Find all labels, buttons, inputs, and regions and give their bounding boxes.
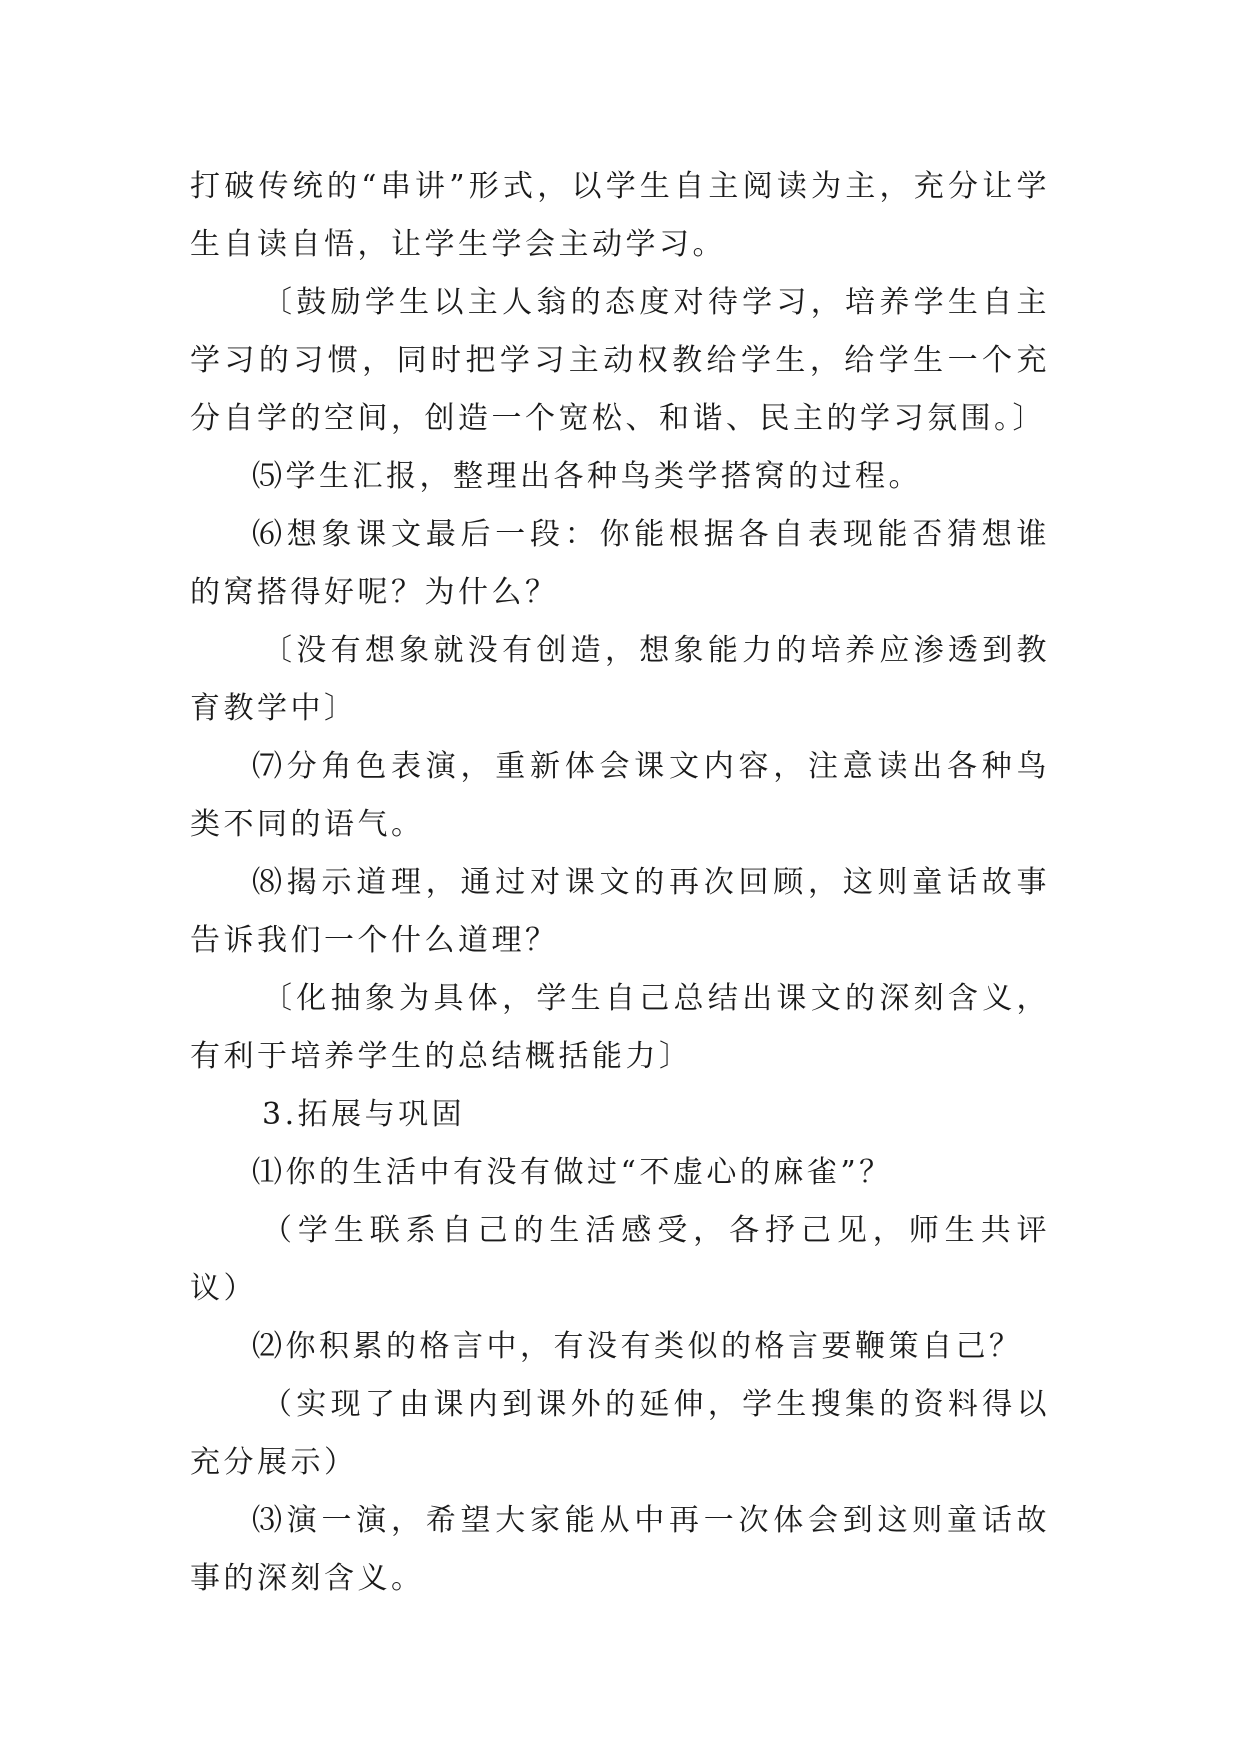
section-heading-extension: 3.拓展与巩固 (262, 1097, 466, 1132)
paragraph-note-encourage: 〔鼓励学生以主人翁的态度对待学习，培养学生自主学习的习惯，同时把学习主动权教给学生，给学生一个充分自学的空间，创造一个宽松、和谐、民主的学习氛围。〕 (190, 285, 1050, 436)
paragraph-step-7: ⑺分角色表演，重新体会课文内容，注意读出各种鸟类不同的语气。 (190, 749, 1050, 842)
body-text (190, 158, 1050, 1608)
paragraph-step-5: ⑸学生汇报，整理出各种鸟类学搭窝的过程。 (252, 459, 922, 494)
paragraph-note-life: （学生联系自己的生活感受，各抒己见，师生共评议） (190, 1213, 1050, 1306)
paragraph-step-6: ⑹想象课文最后一段：你能根据各自表现能否猜想谁的窝搭得好呢？为什么？ (190, 517, 1050, 610)
paragraph-question-1: ⑴你的生活中有没有做过“不虚心的麻雀”？ (252, 1155, 893, 1190)
paragraph-note-extension: （实现了由课内到课外的延伸，学生搜集的资料得以充分展示） (190, 1387, 1050, 1480)
paragraph-step-8: ⑻揭示道理，通过对课文的再次回顾，这则童话故事告诉我们一个什么道理？ (190, 865, 1050, 958)
paragraph-note-imagination: 〔没有想象就没有创造，想象能力的培养应渗透到教育教学中〕 (190, 633, 1050, 726)
paragraph-note-abstract: 〔化抽象为具体，学生自己总结出课文的深刻含义，有利于培养学生的总结概括能力〕 (190, 981, 1050, 1074)
paragraph-question-2: ⑵你积累的格言中，有没有类似的格言要鞭策自己？ (252, 1329, 1023, 1364)
paragraph-intro: 打破传统的“串讲”形式，以学生自主阅读为主，充分让学生自读自悟，让学生学会主动学习。 (190, 169, 1050, 262)
paragraph-question-3: ⑶演一演，希望大家能从中再一次体会到这则童话故事的深刻含义。 (190, 1503, 1050, 1596)
